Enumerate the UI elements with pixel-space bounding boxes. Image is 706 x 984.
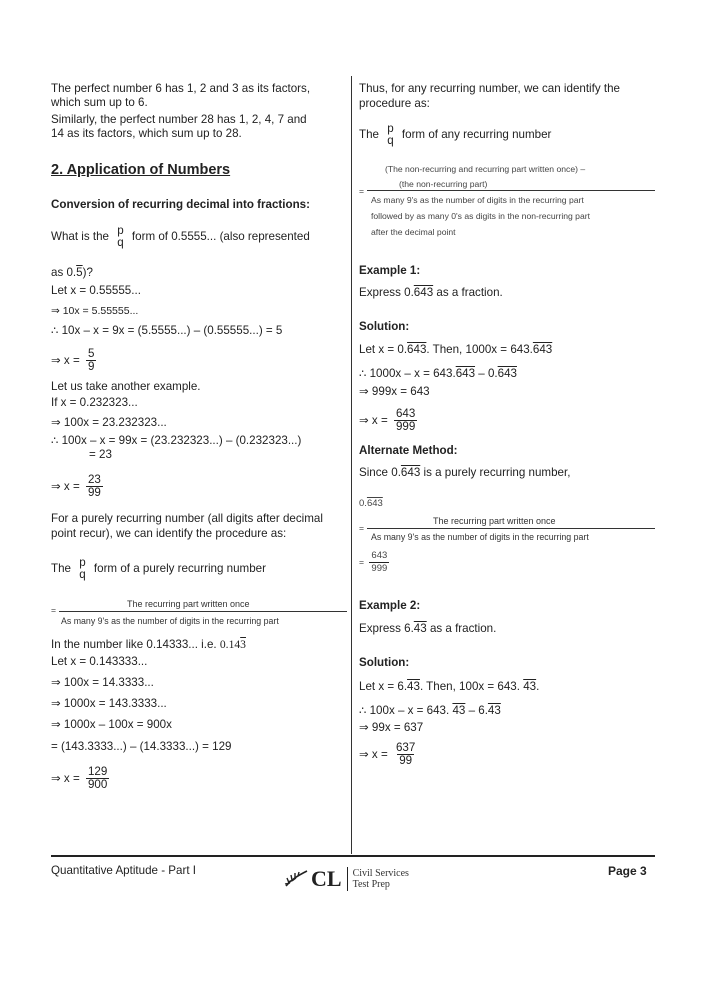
decimal-part: 0. bbox=[66, 266, 77, 279]
text-line: Thus, for any recurring number, we can identify the bbox=[359, 82, 620, 95]
decimal-part: 643. bbox=[433, 367, 456, 380]
numerator: 129 bbox=[87, 765, 108, 779]
text: In the number like 0.14333... i.e. bbox=[51, 638, 217, 651]
text: ∴ 1000x – x = bbox=[359, 367, 430, 380]
text: The bbox=[359, 128, 379, 141]
text: ⇒ x = bbox=[51, 772, 80, 785]
fraction-bar bbox=[367, 528, 655, 529]
text-line bbox=[359, 367, 517, 381]
text: as bbox=[51, 266, 64, 279]
text-line: If x = 0.232323... bbox=[51, 396, 138, 409]
text-line: ⇒ 1000x – 100x = 900x bbox=[51, 718, 172, 731]
decimal-part: 0. bbox=[359, 498, 367, 509]
text-line: procedure as: bbox=[359, 97, 430, 110]
text-line: Let us take another example. bbox=[51, 380, 201, 393]
rule-line bbox=[51, 554, 266, 584]
decimal-part: 6. bbox=[404, 622, 414, 635]
numerator: p bbox=[79, 555, 86, 569]
logo-text: CL bbox=[311, 866, 342, 891]
result-line bbox=[359, 740, 420, 770]
text: – bbox=[478, 367, 485, 380]
text-line: point recur), we can identify the procedure as: bbox=[51, 527, 287, 540]
denominator: q bbox=[117, 235, 124, 249]
text-line: = (143.3333...) – (14.3333...) = 129 bbox=[51, 740, 232, 753]
denominator: 999 bbox=[371, 563, 388, 575]
decimal-part: 0. bbox=[391, 466, 401, 479]
denominator: 9 bbox=[87, 360, 95, 374]
text: ⇒ x = bbox=[359, 748, 388, 761]
recurring-digits: 643 bbox=[455, 367, 476, 380]
example-title: Example 2: bbox=[359, 599, 421, 612]
text: . bbox=[536, 680, 540, 693]
tagline-line: Civil Services bbox=[352, 868, 409, 879]
numerator: 5 bbox=[87, 347, 95, 361]
solution-title: Solution: bbox=[359, 320, 410, 333]
text: Express bbox=[359, 286, 401, 299]
recurring-digits: 43 bbox=[523, 680, 537, 693]
text: ⇒ x = bbox=[359, 414, 388, 427]
text-line: ∴ 10x – x = 9x = (5.5555...) – (0.55555...) = 5 bbox=[51, 324, 283, 337]
text: . Then, 1000x = bbox=[426, 343, 508, 356]
text-line bbox=[51, 638, 246, 652]
text-line bbox=[359, 466, 570, 480]
text: Since bbox=[359, 466, 389, 479]
recurring-digits: 643 bbox=[366, 498, 383, 509]
numerator: 23 bbox=[87, 473, 101, 487]
decimal-part: 6. bbox=[397, 680, 408, 693]
text: )? bbox=[82, 266, 93, 279]
text: – 6. bbox=[468, 704, 488, 717]
text-line: = 23 bbox=[89, 448, 112, 461]
numerator: p bbox=[387, 121, 394, 135]
text-line bbox=[359, 704, 501, 718]
logo-tagline bbox=[353, 868, 409, 890]
fraction bbox=[77, 557, 87, 581]
text-line: For a purely recurring number (all digits after decimal bbox=[51, 512, 323, 525]
text-line bbox=[359, 680, 539, 694]
tagline-line: Test Prep bbox=[352, 879, 390, 890]
text-line bbox=[359, 343, 552, 357]
fraction bbox=[86, 348, 96, 373]
fraction bbox=[385, 123, 395, 147]
result-line bbox=[51, 472, 106, 502]
decimal-value bbox=[359, 497, 383, 511]
text-line: ⇒ 100x = 14.3333... bbox=[51, 676, 154, 689]
example-text bbox=[359, 622, 496, 636]
logo-divider bbox=[347, 867, 348, 891]
decimal-part: 0. bbox=[487, 367, 498, 380]
result-line bbox=[51, 346, 99, 376]
decimal-part: 643. bbox=[510, 343, 533, 356]
text-line: ∴ 100x – x = 99x = (23.232323...) – (0.232323...) bbox=[51, 434, 302, 447]
text: . Then, 100x = 643. bbox=[419, 680, 520, 693]
text: Express bbox=[359, 622, 401, 635]
recurring-digits: 43 bbox=[452, 704, 466, 717]
recurring-digits: 43 bbox=[413, 622, 427, 635]
denominator: 99 bbox=[87, 486, 101, 500]
denominator: 900 bbox=[87, 778, 108, 792]
decimal-part: 0. bbox=[404, 286, 414, 299]
solution-title: Solution: bbox=[359, 656, 410, 669]
rule-line bbox=[359, 120, 551, 150]
text-line: ⇒ 99x = 637 bbox=[359, 721, 424, 734]
recurring-digits: 643 bbox=[497, 367, 517, 380]
result-line bbox=[359, 406, 420, 436]
denominator: q bbox=[79, 567, 86, 581]
leaf-logo-icon bbox=[283, 868, 309, 890]
text-line: ⇒ 100x = 23.232323... bbox=[51, 416, 167, 429]
recurring-digits: 43 bbox=[407, 680, 420, 693]
recurring-digits: 3 bbox=[240, 638, 246, 651]
fraction bbox=[369, 550, 389, 575]
example-text bbox=[359, 286, 503, 300]
text: form of a purely recurring number bbox=[93, 562, 266, 575]
text: is a purely recurring number, bbox=[423, 466, 571, 479]
text-line: Let x = 0.55555... bbox=[51, 284, 141, 297]
result-line bbox=[51, 764, 112, 794]
rule-denominator-line: after the decimal point bbox=[371, 227, 456, 237]
equals-sign: = bbox=[359, 186, 365, 196]
denominator: q bbox=[387, 133, 394, 147]
rule-denominator: As many 9's as the number of digits in the recurring part bbox=[371, 532, 589, 542]
section-title: 2. Application of Numbers bbox=[51, 162, 231, 178]
fraction bbox=[394, 408, 417, 433]
rule-denominator: As many 9's as the number of digits in the recurring part bbox=[61, 616, 279, 626]
fraction bbox=[86, 766, 109, 791]
footer-title: Quantitative Aptitude - Part I bbox=[51, 864, 197, 877]
text: ⇒ x = bbox=[51, 480, 80, 493]
question-line-2 bbox=[51, 266, 93, 280]
denominator: 999 bbox=[395, 420, 416, 434]
text-line: ⇒ 999x = 643 bbox=[359, 385, 430, 398]
subheading: Conversion of recurring decimal into fractions: bbox=[51, 198, 310, 211]
numerator: 643 bbox=[371, 550, 388, 562]
text: as a fraction. bbox=[429, 622, 497, 635]
text: ⇒ x = bbox=[51, 354, 80, 367]
text-line: Let x = 0.143333... bbox=[51, 655, 148, 668]
recurring-digits: 5 bbox=[76, 266, 83, 279]
text: form of 0.5555... (also represented bbox=[131, 230, 310, 243]
fraction bbox=[394, 742, 417, 767]
text-line: Similarly, the perfect number 28 has 1, 2, 4, 7 and bbox=[51, 113, 307, 126]
rule-numerator: The recurring part written once bbox=[127, 599, 250, 609]
fraction-bar bbox=[367, 190, 655, 191]
rule-denominator-line: followed by as many 0's as digits in the non-recurring part bbox=[371, 211, 590, 221]
denominator: 99 bbox=[399, 754, 413, 768]
recurring-digits: 643 bbox=[532, 343, 553, 356]
text: What is the bbox=[51, 230, 109, 243]
text-line: 14 as its factors, which sum up to 28. bbox=[51, 127, 242, 140]
recurring-digits: 643 bbox=[407, 343, 427, 356]
text: form of any recurring number bbox=[401, 128, 552, 141]
numerator: p bbox=[117, 223, 124, 237]
decimal-part: 0.14 bbox=[219, 638, 241, 651]
text-line: The perfect number 6 has 1, 2 and 3 as its factors, bbox=[51, 82, 311, 95]
text: Let x = bbox=[359, 343, 395, 356]
recurring-digits: 643 bbox=[400, 466, 421, 479]
footer-rule bbox=[51, 855, 655, 857]
fraction-bar bbox=[59, 611, 347, 612]
text-line: ⇒ 1000x = 143.3333... bbox=[51, 697, 167, 710]
equals-sign: = bbox=[359, 523, 365, 533]
rule-numerator: The recurring part written once bbox=[433, 516, 556, 526]
result-line bbox=[359, 548, 392, 576]
page-number: Page 3 bbox=[608, 864, 647, 878]
numerator: 643 bbox=[395, 407, 416, 421]
recurring-digits: 643 bbox=[413, 286, 434, 299]
text-line: ⇒ 10x = 5.55555... bbox=[51, 305, 139, 317]
text: Let x = bbox=[359, 680, 395, 693]
text-line: which sum up to 6. bbox=[51, 96, 148, 109]
brand-logo bbox=[283, 866, 409, 892]
alt-method-title: Alternate Method: bbox=[359, 444, 458, 457]
text: as a fraction. bbox=[436, 286, 503, 299]
column-divider bbox=[351, 76, 352, 854]
rule-numerator-line: (the non-recurring part) bbox=[399, 179, 488, 189]
decimal-part: 0. bbox=[397, 343, 408, 356]
fraction bbox=[115, 225, 125, 249]
rule-numerator-line: (The non-recurring and recurring part written once) – bbox=[385, 164, 586, 174]
example-title: Example 1: bbox=[359, 264, 421, 277]
rule-denominator-line: As many 9's as the number of digits in the recurring part bbox=[371, 195, 584, 205]
equals-sign: = bbox=[359, 557, 365, 567]
numerator: 637 bbox=[395, 741, 416, 755]
recurring-digits: 43 bbox=[487, 704, 501, 717]
text: ∴ 100x – x = 643. bbox=[359, 704, 450, 717]
question-line bbox=[51, 222, 310, 252]
text: The bbox=[51, 562, 71, 575]
equals-sign: = bbox=[51, 605, 57, 615]
fraction bbox=[86, 474, 103, 499]
